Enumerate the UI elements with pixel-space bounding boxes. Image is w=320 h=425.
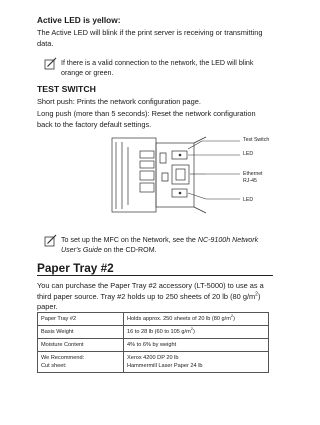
spec-value-superscript: 2 bbox=[230, 313, 234, 319]
spec-value bbox=[124, 352, 269, 373]
spec-value: 4% to 6% by weight bbox=[124, 339, 269, 352]
spec-label: Basis Weight bbox=[38, 326, 124, 339]
note-pencil-icon bbox=[44, 234, 57, 247]
section-divider bbox=[37, 275, 273, 276]
recommended-paper-2: Hammermill Laser Paper 24 lb bbox=[127, 363, 203, 369]
table-row bbox=[38, 352, 269, 373]
print-server-diagram bbox=[110, 133, 240, 218]
cut-sheet-label: Cut sheet: bbox=[41, 363, 67, 369]
paper-tray-body bbox=[37, 281, 269, 313]
spec-value-superscript: 2 bbox=[190, 326, 193, 332]
paper-tray-specs-table bbox=[37, 312, 269, 373]
spec-value-text: Holds approx. 250 sheets of 20 lb (80 g/m bbox=[127, 316, 231, 322]
spec-value bbox=[124, 326, 269, 339]
note-setup-suffix: on the CD-ROM. bbox=[101, 246, 157, 254]
diagram-label-led-bottom: LED bbox=[243, 197, 254, 203]
active-led-heading: Active LED is yellow: bbox=[37, 15, 121, 25]
note-pencil-icon bbox=[44, 57, 57, 70]
recommend-label: We Recommend: bbox=[41, 355, 85, 361]
note-network-setup bbox=[61, 235, 273, 255]
note-setup-prefix: To set up the MFC on the Network, see the bbox=[61, 236, 198, 244]
table-row bbox=[38, 339, 269, 352]
paper-tray-body-text: You can purchase the Paper Tray #2 accessory (LT-5000) to use as a third paper source. Tray #2 holds up to 250 sheets of 20 lb (80 g/m bbox=[37, 281, 264, 301]
spec-value-text: 16 to 28 lb (60 to 105 g/m bbox=[127, 329, 191, 335]
table-row bbox=[38, 313, 269, 326]
test-switch-long-push: Long push (more than 5 seconds): Reset the network configuration back to the factory default settings. bbox=[37, 109, 256, 129]
spec-label bbox=[38, 352, 124, 373]
diagram-label-ethernet: Ethernet bbox=[243, 171, 263, 177]
test-switch-heading: TEST SWITCH bbox=[37, 84, 96, 94]
diagram-label-test-switch: Test Switch bbox=[243, 137, 270, 143]
spec-value-tail: ) bbox=[192, 329, 195, 335]
diagram-label-led-top: LED bbox=[243, 151, 254, 157]
active-led-body: The Active LED will blink if the print server is receiving or transmitting data. bbox=[37, 28, 263, 48]
diagram-label-rj45: RJ-45 bbox=[243, 178, 257, 184]
spec-label: Paper Tray #2 bbox=[38, 313, 124, 326]
paper-tray-body-tail: ) paper. bbox=[37, 291, 261, 312]
test-switch-short-push: Short push: Prints the network configuration page. bbox=[37, 97, 201, 106]
paper-tray-body-superscript: 2 bbox=[255, 291, 258, 298]
note-network-led: If there is a valid connection to the network, the LED will blink orange or green. bbox=[61, 59, 254, 77]
table-row bbox=[38, 326, 269, 339]
recommended-paper-1: Xerox 4200 DP 20 lb bbox=[127, 355, 179, 361]
paper-tray-heading: Paper Tray #2 bbox=[37, 261, 114, 275]
spec-value-tail: ) bbox=[233, 316, 235, 322]
spec-label: Moisture Content bbox=[38, 339, 124, 352]
spec-value bbox=[124, 313, 269, 326]
network-guide-title: NC-9100h Network User's Guide bbox=[61, 236, 259, 254]
